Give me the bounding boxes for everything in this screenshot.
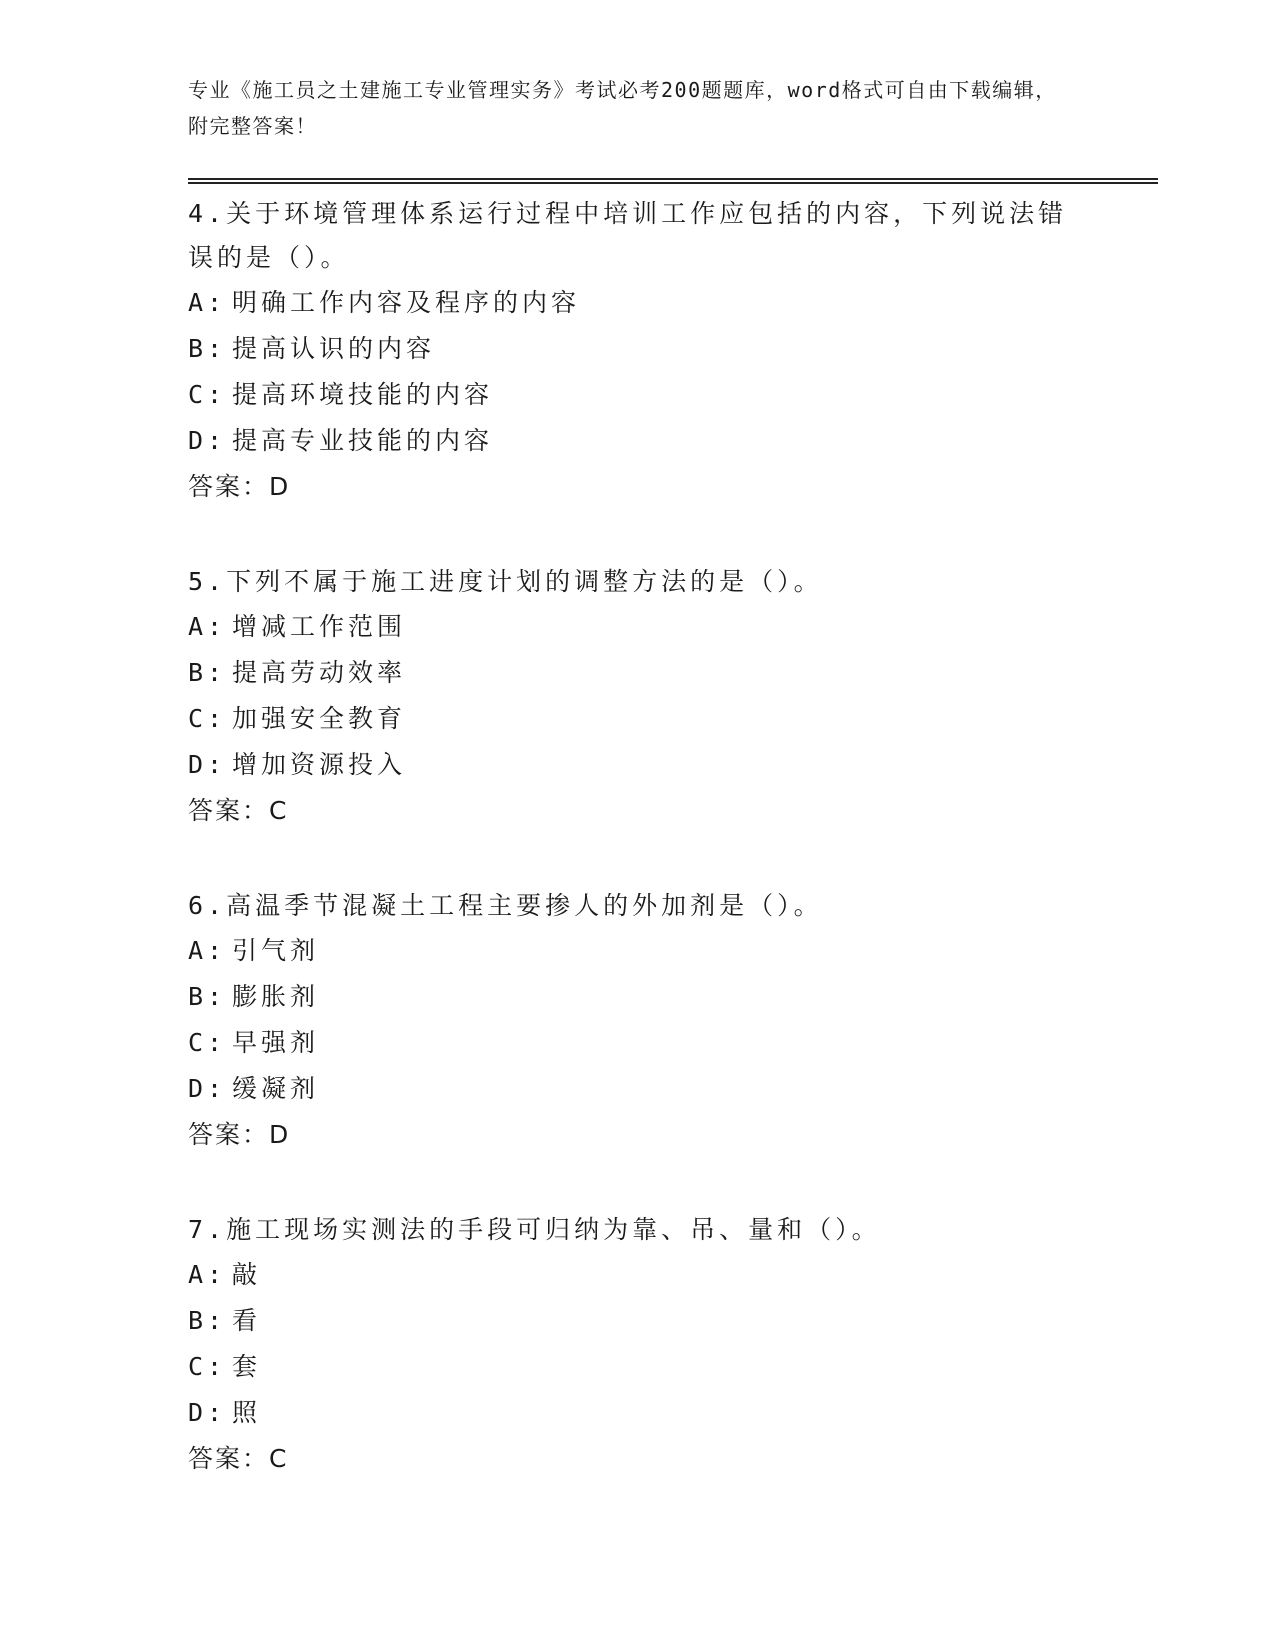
option-c [188,372,1158,418]
answer-line: 答案：C [188,796,289,825]
option-text: 增减工作范围 [232,612,407,641]
option-c [188,696,1158,742]
option-text: 早强剂 [232,1028,320,1057]
question-list [188,192,1158,1482]
option-list [188,1252,1158,1436]
option-letter: C: [188,380,227,409]
answer-line: 答案：D [188,1120,291,1149]
option-b [188,650,1158,696]
option-d [188,742,1158,788]
option-letter: A: [188,1260,227,1289]
option-letter: D: [188,750,227,779]
option-c [188,1344,1158,1390]
option-text: 引气剂 [232,936,320,965]
option-letter: B: [188,1306,227,1335]
option-text: 加强安全教育 [232,704,407,733]
option-letter: A: [188,612,227,641]
option-d [188,1390,1158,1436]
question-text: 7.施工现场实测法的手段可归纳为靠、吊、量和（）。 [188,1215,881,1244]
option-text: 提高环境技能的内容 [232,380,494,409]
option-a [188,604,1158,650]
option-a [188,280,1158,326]
option-letter: B: [188,658,227,687]
option-a [188,928,1158,974]
option-text: 明确工作内容及程序的内容 [232,288,581,317]
option-a [188,1252,1158,1298]
option-text: 敲 [232,1260,262,1289]
option-text: 提高专业技能的内容 [232,426,494,455]
option-letter: C: [188,1028,227,1057]
option-text: 缓凝剂 [232,1074,320,1103]
question-text: 5.下列不属于施工进度计划的调整方法的是（）。 [188,567,823,596]
option-text: 套 [232,1352,262,1381]
header-divider [188,178,1158,184]
option-letter: A: [188,936,227,965]
option-letter: D: [188,1398,227,1427]
answer-line: 答案：D [188,472,291,501]
option-b [188,1298,1158,1344]
option-d [188,418,1158,464]
question-4 [188,192,1158,510]
document-header: 专业《施工员之土建施工专业管理实务》考试必考200题题库，word格式可自由下载编辑，附完整答案！ [188,78,1057,138]
option-text: 提高劳动效率 [232,658,407,687]
option-letter: D: [188,426,227,455]
option-text: 膨胀剂 [232,982,320,1011]
question-6 [188,884,1158,1158]
option-b [188,974,1158,1020]
question-5 [188,560,1158,834]
option-letter: B: [188,982,227,1011]
option-c [188,1020,1158,1066]
question-text: 4.关于环境管理体系运行过程中培训工作应包括的内容，下列说法错误的是（）。 [188,199,1068,272]
option-b [188,326,1158,372]
option-letter: C: [188,704,227,733]
option-text: 看 [232,1306,262,1335]
option-list [188,604,1158,788]
option-text: 照 [232,1398,262,1427]
option-letter: C: [188,1352,227,1381]
option-list [188,928,1158,1112]
option-letter: A: [188,288,227,317]
option-d [188,1066,1158,1112]
question-7 [188,1208,1158,1482]
option-list [188,280,1158,464]
option-letter: B: [188,334,227,363]
option-letter: D: [188,1074,227,1103]
question-text: 6.高温季节混凝土工程主要掺人的外加剂是（）。 [188,891,823,920]
option-text: 提高认识的内容 [232,334,436,363]
option-text: 增加资源投入 [232,750,407,779]
answer-line: 答案：C [188,1444,289,1473]
document-page [188,72,1158,1532]
